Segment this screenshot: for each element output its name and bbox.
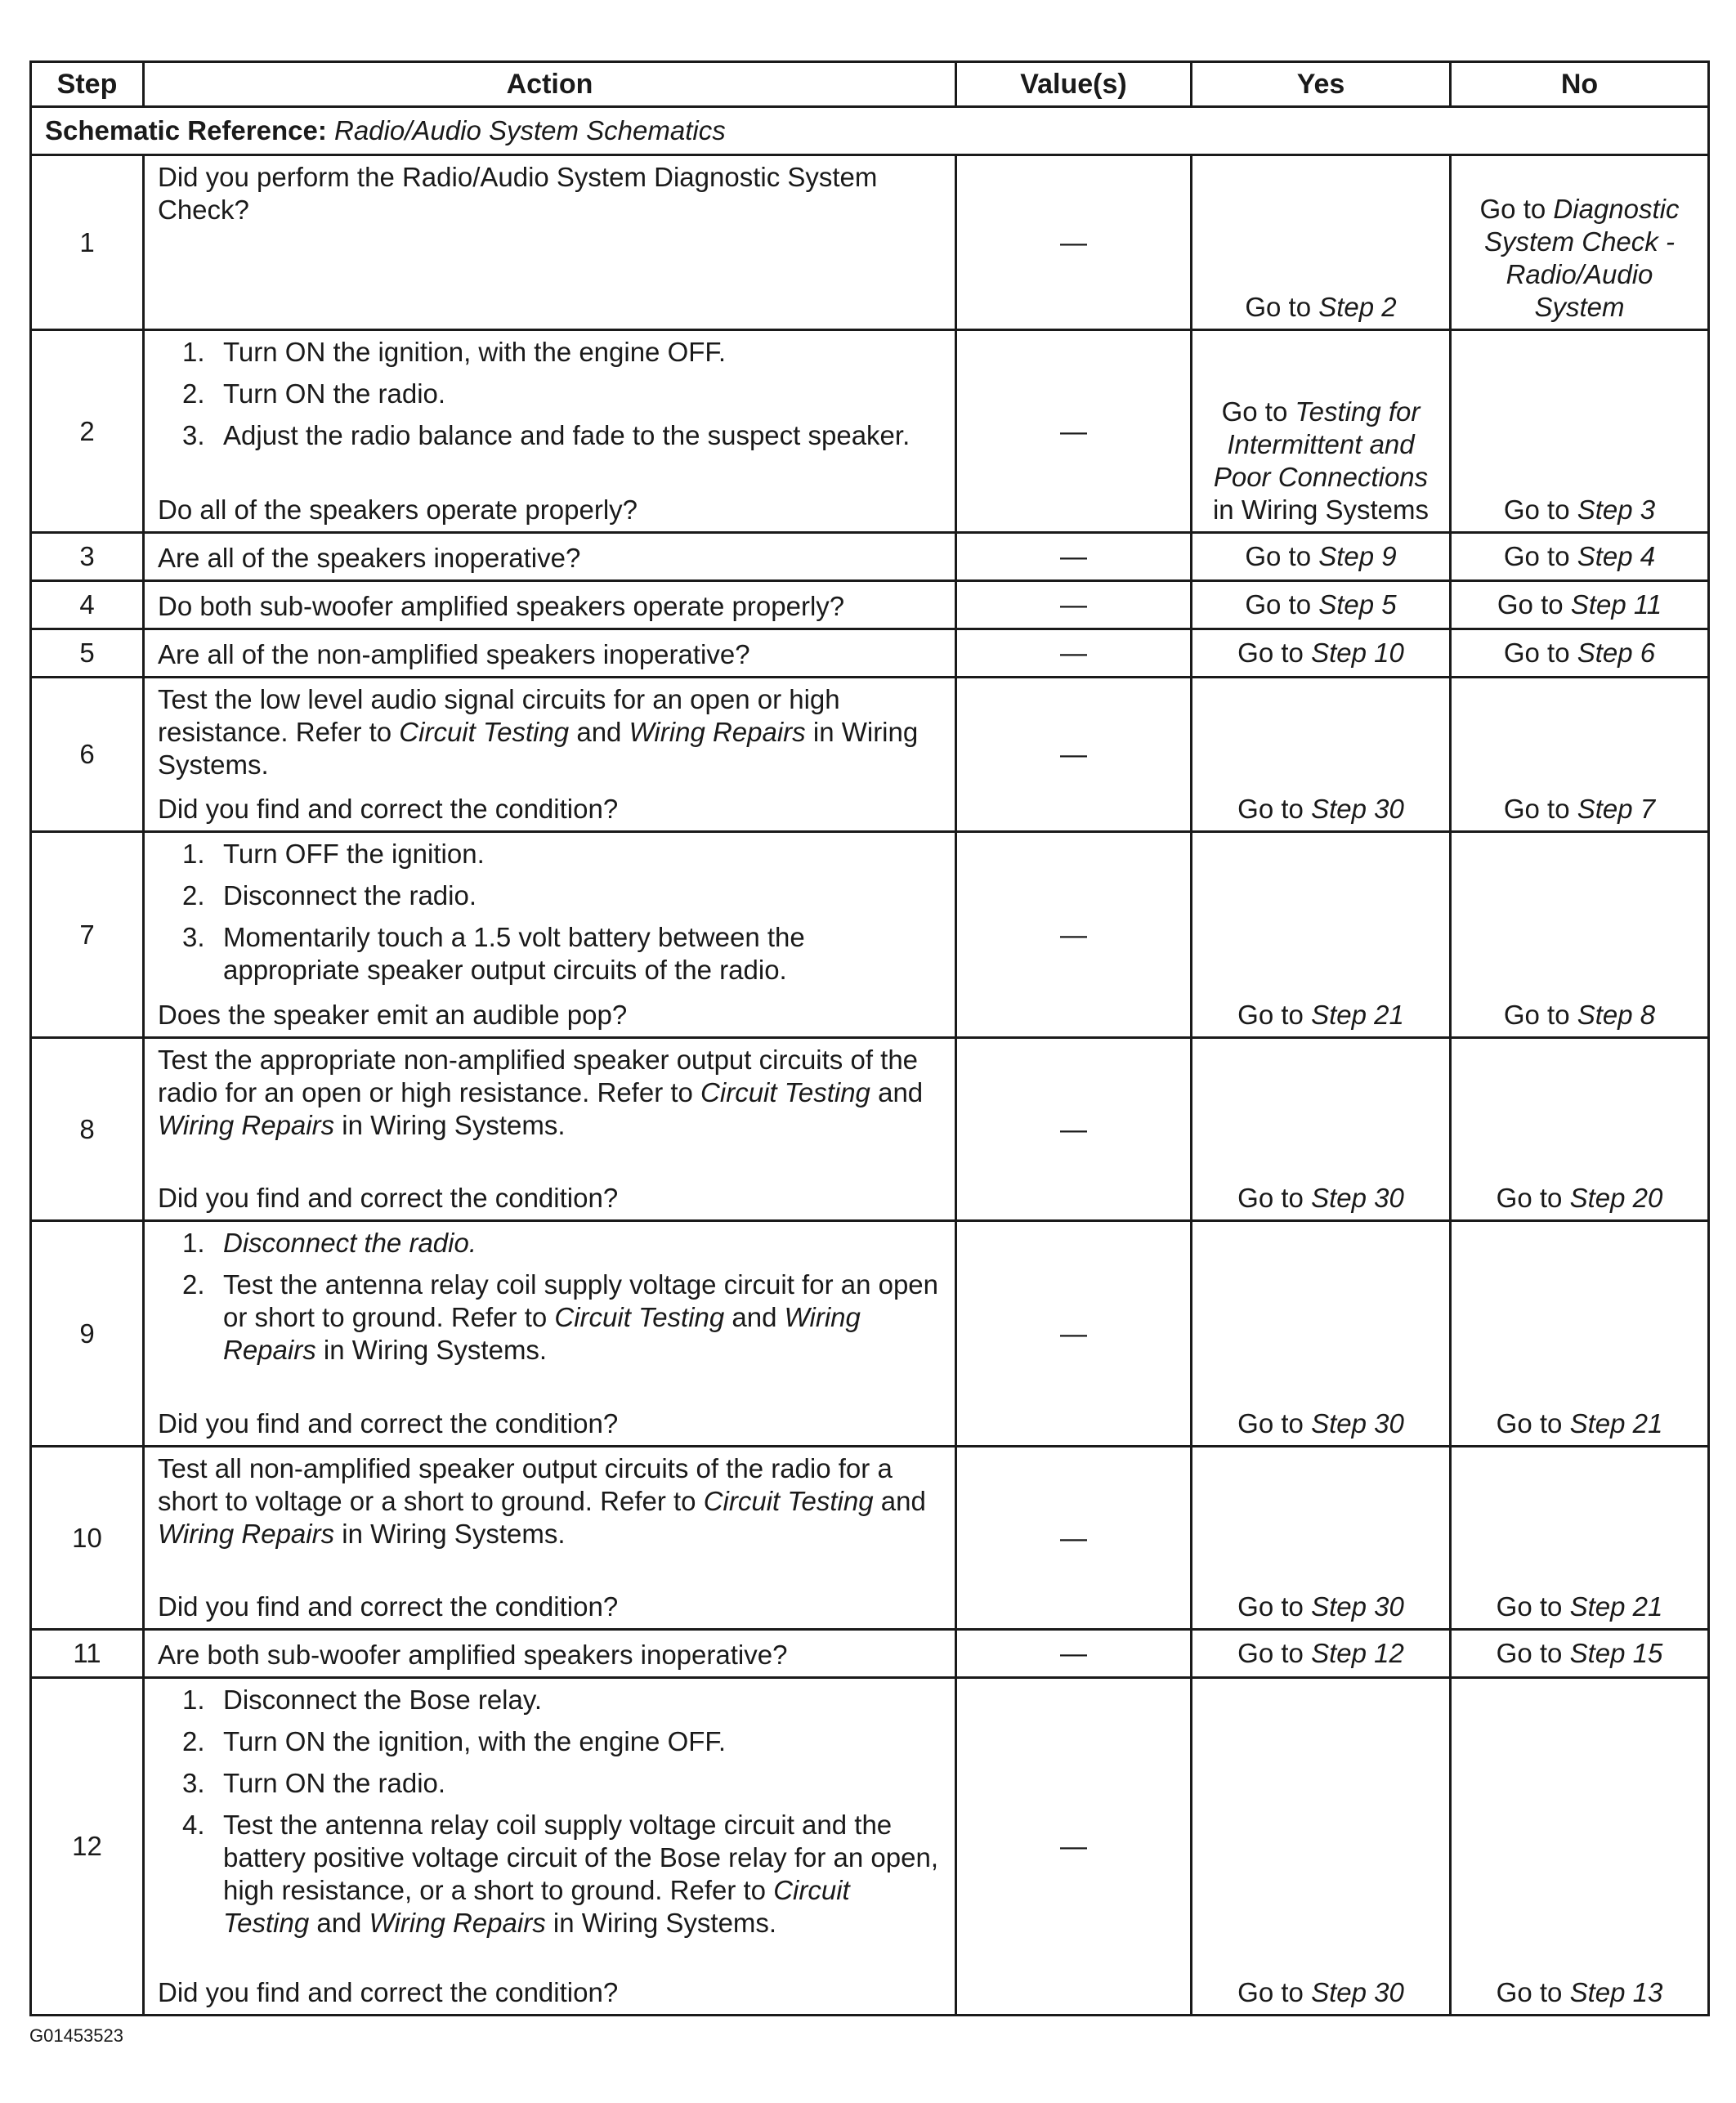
header-yes: Yes bbox=[1192, 62, 1451, 107]
instruction-text: and bbox=[870, 1077, 924, 1107]
action-question: Did you find and correct the condition? bbox=[158, 1183, 619, 1213]
yes-step-reference: Step 30 bbox=[1311, 1408, 1404, 1439]
action-step-text bbox=[223, 1725, 942, 1758]
schematic-reference-value: Radio/Audio System Schematics bbox=[334, 115, 726, 145]
action-cell bbox=[144, 1038, 956, 1221]
yes-cell bbox=[1192, 581, 1451, 629]
table-row bbox=[31, 533, 1709, 581]
action-step-item bbox=[182, 1767, 942, 1800]
yes-step-reference: Step 5 bbox=[1318, 589, 1397, 620]
step-number: 4 bbox=[31, 581, 144, 629]
value-cell: — bbox=[956, 832, 1192, 1038]
action-step-text: Disconnect the radio. bbox=[223, 880, 477, 911]
yes-goto-text: Go to bbox=[1237, 1591, 1312, 1622]
header-no: No bbox=[1451, 62, 1709, 107]
action-instructions bbox=[158, 1452, 942, 1559]
action-step-text: Turn ON the radio. bbox=[223, 378, 446, 409]
yes-goto-text: Go to bbox=[1237, 1638, 1312, 1668]
action-step-number: 1. bbox=[182, 1685, 205, 1715]
action-question: Do all of the speakers operate properly? bbox=[158, 494, 638, 525]
action-step-number: 2. bbox=[182, 880, 205, 911]
table-body bbox=[31, 107, 1709, 2016]
action-cell bbox=[144, 678, 956, 832]
instruction-text: in Wiring Systems. bbox=[334, 1110, 566, 1140]
table-row bbox=[31, 832, 1709, 1038]
action-content bbox=[158, 838, 942, 1031]
action-step-number: 1. bbox=[182, 337, 205, 367]
action-cell bbox=[144, 1678, 956, 2016]
header-row bbox=[31, 62, 1709, 107]
action-step-text bbox=[223, 1767, 942, 1800]
yes-goto-text: Go to bbox=[1237, 1183, 1312, 1213]
document-reference: Circuit Testing bbox=[700, 1077, 870, 1107]
no-step-reference: Step 7 bbox=[1577, 794, 1656, 824]
action-content bbox=[158, 587, 942, 623]
action-step-number: 3. bbox=[182, 420, 205, 450]
table-row bbox=[31, 678, 1709, 832]
value-cell: — bbox=[956, 581, 1192, 629]
action-question: Does the speaker emit an audible pop? bbox=[158, 1000, 628, 1030]
yes-cell bbox=[1192, 533, 1451, 581]
no-goto-text: Go to bbox=[1496, 1183, 1570, 1213]
no-step-reference: Step 11 bbox=[1570, 589, 1662, 620]
table-row bbox=[31, 155, 1709, 330]
instruction-text: Turn ON the ignition, with the engine OFF. bbox=[223, 1726, 727, 1756]
step-number: 10 bbox=[31, 1447, 144, 1630]
action-step-text bbox=[223, 1684, 942, 1716]
yes-goto-text: Go to bbox=[1237, 1408, 1312, 1439]
instruction-text: Turn ON the radio. bbox=[223, 1768, 446, 1798]
action-step-text: Turn ON the ignition, with the engine OFF. bbox=[223, 337, 727, 367]
action-cell bbox=[144, 1630, 956, 1678]
step-number: 9 bbox=[31, 1221, 144, 1447]
yes-step-reference: Step 2 bbox=[1318, 292, 1397, 322]
no-step-reference: Step 21 bbox=[1569, 1408, 1663, 1439]
no-cell bbox=[1451, 1447, 1709, 1630]
action-content bbox=[158, 336, 942, 526]
document-reference: Wiring Repairs bbox=[158, 1110, 335, 1140]
instruction-text: and bbox=[724, 1302, 785, 1332]
action-content bbox=[158, 1452, 942, 1623]
step-number: 8 bbox=[31, 1038, 144, 1221]
instruction-text: in Wiring Systems. bbox=[315, 1335, 548, 1365]
step-number: 7 bbox=[31, 832, 144, 1038]
action-step-text bbox=[223, 1809, 942, 1940]
action-content bbox=[158, 1684, 942, 2009]
instruction-text: Test all non-amplified speaker output circuits of the radio for a short to voltage or a short to ground. Refer to bbox=[158, 1453, 893, 1516]
action-question: Are both sub-woofer amplified speakers inoperative? bbox=[158, 1640, 788, 1670]
no-step-reference: Step 13 bbox=[1569, 1977, 1663, 2007]
instruction-text: and bbox=[569, 717, 629, 747]
yes-cell bbox=[1192, 1678, 1451, 2016]
action-step-item bbox=[182, 838, 942, 870]
action-step-number: 2. bbox=[182, 1269, 205, 1300]
instruction-text: in Wiring Systems. bbox=[158, 717, 919, 780]
no-step-reference: Step 20 bbox=[1569, 1183, 1663, 1213]
value-cell: — bbox=[956, 1221, 1192, 1447]
no-cell bbox=[1451, 330, 1709, 533]
yes-goto-text: Go to bbox=[1237, 1977, 1312, 2007]
schematic-reference bbox=[31, 107, 1709, 155]
table-row bbox=[31, 1630, 1709, 1678]
value-cell: — bbox=[956, 678, 1192, 832]
document-reference: Wiring Repairs bbox=[629, 717, 806, 747]
figure-code: G01453523 bbox=[29, 2025, 123, 2046]
action-step-number: 2. bbox=[182, 378, 205, 409]
action-step-number: 1. bbox=[182, 839, 205, 869]
action-cell bbox=[144, 533, 956, 581]
table-row bbox=[31, 1038, 1709, 1221]
action-instructions bbox=[158, 1227, 942, 1376]
action-instructions bbox=[158, 161, 942, 226]
action-step-item bbox=[182, 1269, 942, 1367]
value-cell: — bbox=[956, 330, 1192, 533]
no-step-reference: Step 21 bbox=[1569, 1591, 1663, 1622]
value-cell: — bbox=[956, 533, 1192, 581]
no-goto-text: Go to bbox=[1503, 1000, 1577, 1030]
action-content bbox=[158, 635, 942, 671]
yes-goto-text: Go to bbox=[1237, 638, 1312, 668]
action-step-item bbox=[182, 1809, 942, 1940]
yes-step-reference: Step 30 bbox=[1311, 1183, 1404, 1213]
action-step-text bbox=[223, 1227, 942, 1260]
action-cell bbox=[144, 629, 956, 678]
action-cell bbox=[144, 155, 956, 330]
action-instructions bbox=[158, 1684, 942, 1949]
action-step-text bbox=[223, 1269, 942, 1367]
action-step-item bbox=[182, 921, 942, 987]
instruction-text: Test the antenna relay coil supply voltage circuit for an open or short to ground. Refer to bbox=[223, 1269, 939, 1332]
yes-goto-text: Go to bbox=[1237, 794, 1312, 824]
action-step-item bbox=[182, 1684, 942, 1716]
yes-cell bbox=[1192, 1221, 1451, 1447]
no-cell bbox=[1451, 1221, 1709, 1447]
action-step-number: 3. bbox=[182, 1768, 205, 1798]
action-instructions bbox=[158, 838, 942, 996]
no-goto-text: Go to bbox=[1496, 1638, 1570, 1668]
document-reference: Circuit Testing bbox=[554, 1302, 725, 1332]
diagnostic-table bbox=[29, 60, 1710, 2016]
no-cell bbox=[1451, 533, 1709, 581]
action-content bbox=[158, 1227, 942, 1440]
yes-cell bbox=[1192, 1447, 1451, 1630]
schematic-reference-row bbox=[31, 107, 1709, 155]
table-row bbox=[31, 1678, 1709, 2016]
action-step-item bbox=[182, 378, 942, 410]
step-number: 12 bbox=[31, 1678, 144, 2016]
yes-cell bbox=[1192, 1038, 1451, 1221]
yes-goto-text: Go to bbox=[1221, 396, 1295, 427]
no-step-reference: Step 4 bbox=[1577, 541, 1656, 571]
document-reference: Circuit Testing bbox=[399, 717, 570, 747]
step-number: 1 bbox=[31, 155, 144, 330]
action-cell bbox=[144, 832, 956, 1038]
action-lead-text bbox=[158, 683, 942, 781]
yes-step-reference: Step 21 bbox=[1311, 1000, 1404, 1030]
no-cell bbox=[1451, 581, 1709, 629]
action-content bbox=[158, 683, 942, 826]
instruction-text: in Wiring Systems. bbox=[334, 1519, 566, 1549]
yes-cell bbox=[1192, 678, 1451, 832]
instruction-text: and bbox=[873, 1486, 926, 1516]
action-step-item bbox=[182, 879, 942, 912]
action-instructions bbox=[158, 1044, 942, 1150]
yes-cell bbox=[1192, 155, 1451, 330]
value-cell: — bbox=[956, 1447, 1192, 1630]
action-question: Did you find and correct the condition? bbox=[158, 794, 619, 824]
yes-step-reference: Step 30 bbox=[1311, 794, 1404, 824]
document-reference: Circuit Testing bbox=[703, 1486, 874, 1516]
yes-cell bbox=[1192, 330, 1451, 533]
action-step-item bbox=[182, 1725, 942, 1758]
yes-step-reference: Step 12 bbox=[1311, 1638, 1404, 1668]
no-step-reference: Diagnostic System Check - Radio/Audio System bbox=[1484, 194, 1680, 322]
no-cell bbox=[1451, 629, 1709, 678]
no-goto-text: Go to bbox=[1496, 1408, 1570, 1439]
action-question: Are all of the non-amplified speakers inoperative? bbox=[158, 639, 750, 669]
document-reference: Wiring Repairs bbox=[223, 1302, 861, 1365]
no-step-reference: Step 15 bbox=[1569, 1638, 1663, 1668]
instruction-text: Test the appropriate non-amplified speaker output circuits of the radio for an open or high resistance. Refer to bbox=[158, 1045, 919, 1107]
no-step-reference: Step 8 bbox=[1577, 1000, 1656, 1030]
value-cell: — bbox=[956, 629, 1192, 678]
action-content bbox=[158, 1044, 942, 1215]
step-number: 6 bbox=[31, 678, 144, 832]
action-instructions bbox=[158, 683, 942, 790]
step-number: 11 bbox=[31, 1630, 144, 1678]
action-lead-text bbox=[158, 1452, 942, 1550]
action-instructions bbox=[158, 336, 942, 461]
document-reference: Disconnect the radio. bbox=[223, 1228, 477, 1258]
no-goto-text: Go to bbox=[1503, 794, 1577, 824]
no-goto-text: Go to bbox=[1503, 638, 1577, 668]
yes-goto-text: Go to bbox=[1245, 292, 1319, 322]
yes-step-reference: Step 30 bbox=[1311, 1977, 1404, 2007]
no-cell bbox=[1451, 1630, 1709, 1678]
yes-step-reference: Step 9 bbox=[1318, 541, 1397, 571]
no-cell bbox=[1451, 155, 1709, 330]
value-cell: — bbox=[956, 1038, 1192, 1221]
instruction-text: Test the antenna relay coil supply voltage circuit and the battery positive voltage circuit of the Bose relay for an open, high resistance, or a short to ground. Refer to bbox=[223, 1810, 938, 1905]
document-reference: Wiring Repairs bbox=[369, 1908, 546, 1938]
table-row bbox=[31, 1221, 1709, 1447]
yes-goto-text: Go to bbox=[1245, 541, 1319, 571]
yes-cell bbox=[1192, 1630, 1451, 1678]
yes-step-reference: Step 10 bbox=[1311, 638, 1404, 668]
document-reference: Circuit Testing bbox=[223, 1875, 850, 1938]
no-cell bbox=[1451, 1038, 1709, 1221]
no-step-reference: Step 3 bbox=[1577, 494, 1656, 525]
no-cell bbox=[1451, 1678, 1709, 2016]
action-lead-text bbox=[158, 1044, 942, 1142]
action-cell bbox=[144, 1221, 956, 1447]
step-number: 2 bbox=[31, 330, 144, 533]
header-step: Step bbox=[31, 62, 144, 107]
value-cell: — bbox=[956, 155, 1192, 330]
step-number: 5 bbox=[31, 629, 144, 678]
yes-goto-text: Go to bbox=[1237, 1000, 1312, 1030]
yes-goto-text: Go to bbox=[1245, 589, 1319, 620]
yes-reference-suffix: in Wiring Systems bbox=[1212, 494, 1430, 525]
action-question: Do both sub-woofer amplified speakers operate properly? bbox=[158, 591, 845, 621]
action-step-text: Turn OFF the ignition. bbox=[223, 839, 485, 869]
action-step-item bbox=[182, 336, 942, 369]
action-question: Did you find and correct the condition? bbox=[158, 1408, 619, 1439]
action-step-number: 2. bbox=[182, 1726, 205, 1756]
no-goto-text: Go to bbox=[1496, 1977, 1570, 2007]
table-row bbox=[31, 581, 1709, 629]
no-step-reference: Step 6 bbox=[1577, 638, 1656, 668]
yes-step-reference: Step 30 bbox=[1311, 1591, 1404, 1622]
action-step-item bbox=[182, 1227, 942, 1260]
no-goto-text: Go to bbox=[1503, 541, 1577, 571]
action-content bbox=[158, 539, 942, 575]
no-goto-text: Go to bbox=[1496, 1591, 1570, 1622]
action-step-number: 4. bbox=[182, 1810, 205, 1840]
action-step-number: 1. bbox=[182, 1228, 205, 1258]
header-values: Value(s) bbox=[956, 62, 1192, 107]
action-step-text: Adjust the radio balance and fade to the suspect speaker. bbox=[223, 420, 911, 450]
action-question: Did you find and correct the condition? bbox=[158, 1591, 619, 1622]
action-content bbox=[158, 1635, 942, 1671]
value-cell: — bbox=[956, 1630, 1192, 1678]
no-cell bbox=[1451, 832, 1709, 1038]
no-goto-text: Go to bbox=[1497, 589, 1571, 620]
step-number: 3 bbox=[31, 533, 144, 581]
action-question: Did you perform the Radio/Audio System Diagnostic System Check? bbox=[158, 162, 878, 225]
instruction-text: Test the low level audio signal circuits for an open or high resistance. Refer to bbox=[158, 684, 840, 747]
action-question: Did you find and correct the condition? bbox=[158, 1977, 619, 2007]
table-row bbox=[31, 1447, 1709, 1630]
value-cell: — bbox=[956, 1678, 1192, 2016]
no-goto-text: Go to bbox=[1479, 194, 1554, 224]
header-action: Action bbox=[144, 62, 956, 107]
action-cell bbox=[144, 330, 956, 533]
no-cell bbox=[1451, 678, 1709, 832]
action-step-item bbox=[182, 419, 942, 452]
instruction-text: Disconnect the Bose relay. bbox=[223, 1685, 543, 1715]
instruction-text: in Wiring Systems. bbox=[545, 1908, 777, 1938]
action-question: Are all of the speakers inoperative? bbox=[158, 543, 581, 573]
table-row bbox=[31, 330, 1709, 533]
instruction-text: and bbox=[309, 1908, 369, 1938]
no-goto-text: Go to bbox=[1503, 494, 1577, 525]
yes-cell bbox=[1192, 629, 1451, 678]
yes-cell bbox=[1192, 832, 1451, 1038]
table-row bbox=[31, 629, 1709, 678]
action-step-number: 3. bbox=[182, 922, 205, 952]
document-reference: Wiring Repairs bbox=[158, 1519, 335, 1549]
action-cell bbox=[144, 1447, 956, 1630]
schematic-reference-label: Schematic Reference: bbox=[45, 115, 327, 145]
yes-step-reference: Testing for Intermittent and Poor Connections bbox=[1213, 396, 1429, 492]
action-content bbox=[158, 161, 942, 324]
action-cell bbox=[144, 581, 956, 629]
action-step-text: Momentarily touch a 1.5 volt battery between the appropriate speaker output circuits of the radio. bbox=[223, 922, 805, 985]
